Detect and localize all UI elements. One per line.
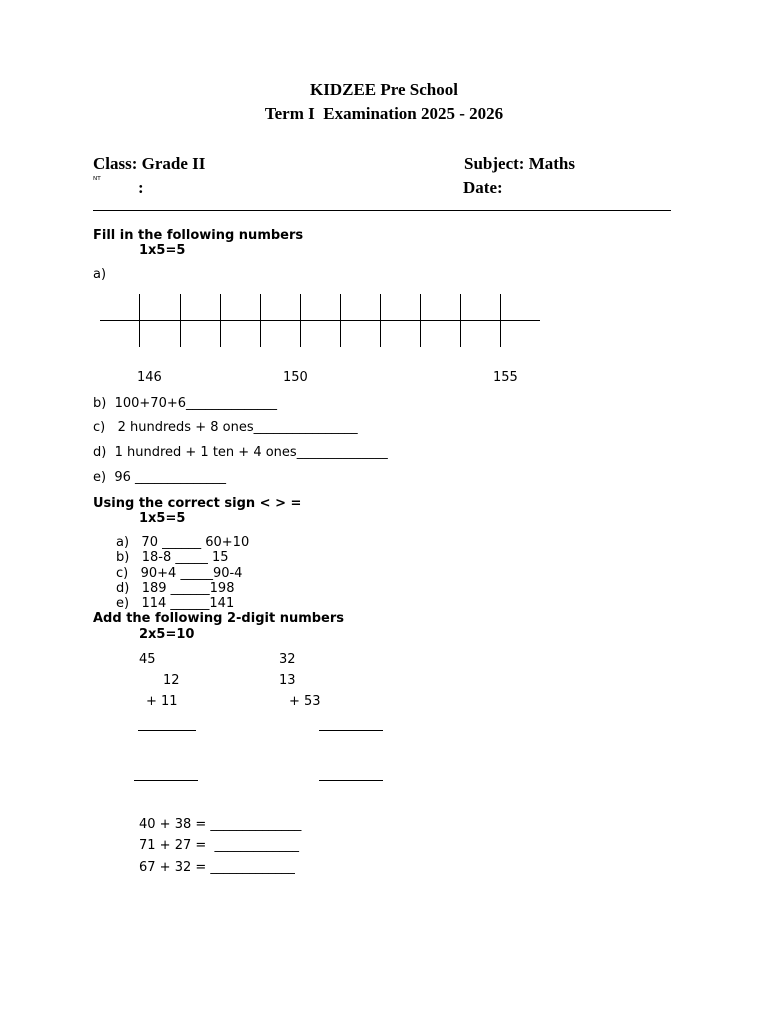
addend: + 53 bbox=[289, 694, 321, 709]
subject-label: Subject: Maths bbox=[464, 154, 575, 173]
answer-blank bbox=[319, 780, 383, 781]
section3-title: Add the following 2-digit numbers bbox=[93, 611, 345, 626]
addend: 45 bbox=[139, 652, 156, 667]
sign-item: e) 114 ______141 bbox=[116, 596, 235, 611]
number-line-axis bbox=[100, 320, 540, 321]
school-name: KIDZEE Pre School bbox=[310, 80, 458, 99]
equation: 71 + 27 = _____________ bbox=[139, 838, 300, 853]
answer-blank bbox=[134, 780, 198, 781]
answer-blank bbox=[138, 730, 196, 731]
item-e: e) 96 ______________ bbox=[93, 470, 227, 485]
number-line-tick bbox=[260, 294, 261, 347]
sign-item: a) 70 ______ 60+10 bbox=[116, 535, 250, 550]
answer-blank bbox=[319, 730, 383, 731]
number-line-tick bbox=[340, 294, 341, 347]
name-label-glyph: ᴺᵀ bbox=[93, 176, 101, 186]
item-d: d) 1 hundred + 1 ten + 4 ones______________ bbox=[93, 445, 388, 460]
number-line-tick bbox=[380, 294, 381, 347]
section1-marks: 1x5=5 bbox=[139, 243, 186, 258]
addend: 13 bbox=[279, 673, 296, 688]
number-line-label: 150 bbox=[283, 370, 308, 385]
sign-item: c) 90+4 _____90-4 bbox=[116, 566, 243, 581]
sign-item: b) 18-8 _____ 15 bbox=[116, 550, 229, 565]
number-line-tick bbox=[500, 294, 501, 347]
class-label: Class: Grade II bbox=[93, 154, 206, 173]
number-line-tick bbox=[420, 294, 421, 347]
sign-item: d) 189 ______198 bbox=[116, 581, 235, 596]
equation: 67 + 32 = _____________ bbox=[139, 860, 295, 875]
number-line-label: 146 bbox=[137, 370, 162, 385]
item-b: b) 100+70+6______________ bbox=[93, 396, 277, 411]
addend: 32 bbox=[279, 652, 296, 667]
item-a-label: a) bbox=[93, 267, 107, 282]
number-line-tick bbox=[220, 294, 221, 347]
section1-title: Fill in the following numbers bbox=[93, 228, 304, 243]
addend: + 11 bbox=[146, 694, 178, 709]
number-line-tick bbox=[300, 294, 301, 347]
section2-marks: 1x5=5 bbox=[139, 511, 186, 526]
header-divider bbox=[93, 210, 671, 211]
number-line-label: 155 bbox=[493, 370, 518, 385]
section2-title: Using the correct sign < > = bbox=[93, 496, 302, 511]
equation: 40 + 38 = ______________ bbox=[139, 817, 302, 832]
exam-title: Term I Examination 2025 - 2026 bbox=[264, 104, 504, 123]
item-c: c) 2 hundreds + 8 ones________________ bbox=[93, 420, 358, 435]
addend: 12 bbox=[163, 673, 180, 688]
number-line-tick bbox=[460, 294, 461, 347]
number-line-tick bbox=[180, 294, 181, 347]
number-line-tick bbox=[139, 294, 140, 347]
name-colon: : bbox=[138, 178, 144, 197]
date-label: Date: bbox=[463, 178, 503, 197]
section3-marks: 2x5=10 bbox=[139, 627, 195, 642]
